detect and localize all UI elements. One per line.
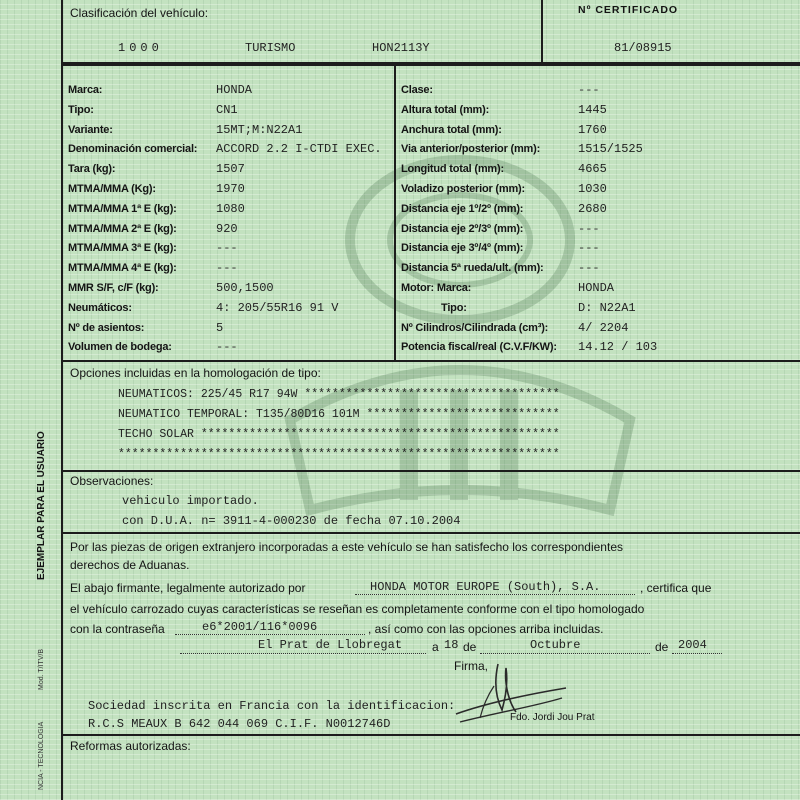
opcion-line: ****************************************************************	[118, 448, 560, 461]
left-field-label: Volumen de bodega:	[68, 341, 172, 354]
right-field-label: Anchura total (mm):	[401, 123, 502, 136]
left-field-value: ---	[216, 340, 238, 355]
right-field-label: Clase:	[401, 84, 433, 96]
clasificacion-homologacion: HON2113Y	[372, 41, 430, 55]
left-field-label: Denominación comercial:	[68, 143, 198, 156]
right-field-label: Potencia fiscal/real (C.V.F/KW):	[401, 341, 557, 354]
right-field-label: Via anterior/posterior (mm):	[401, 143, 541, 156]
left-field-value: CN1	[216, 102, 238, 117]
left-field-value: 1507	[216, 162, 245, 177]
reformas-label: Reformas autorizadas:	[70, 739, 191, 753]
left-field-label: Neumáticos:	[68, 301, 132, 314]
right-field-value: 4/ 2204	[578, 320, 629, 335]
contrasena-label: con la contraseña	[70, 622, 165, 636]
right-field-label: Longitud total (mm):	[401, 163, 504, 176]
left-field-value: ACCORD 2.2 I-CTDI EXEC.	[216, 142, 382, 157]
right-field-label: Motor: Marca:	[401, 282, 472, 294]
empresa-autorizante: HONDA MOTOR EUROPE (South), S.A.	[370, 580, 601, 594]
opcion-line: NEUMATICO TEMPORAL: T135/80D16 101M ****************************	[118, 408, 560, 421]
piezas-text: Por las piezas de origen extranjero incorporadas a este vehículo se han satisfecho los correspondientes	[70, 540, 623, 554]
fecha-a: a	[432, 640, 439, 654]
fecha-anio: 2004	[678, 638, 707, 652]
left-field-value: HONDA	[216, 83, 253, 97]
right-field-value: 2680	[578, 201, 607, 216]
right-field-value: 1760	[578, 122, 607, 137]
right-field-value: ---	[578, 261, 600, 276]
opciones-label: Opciones incluidas en la homologación de tipo:	[70, 366, 321, 380]
clasificacion-codigo: 1000	[118, 41, 163, 55]
firma-label: Firma,	[454, 659, 488, 673]
left-field-value: 5	[216, 320, 224, 335]
right-field-value: 4665	[578, 162, 607, 177]
left-field-label: MMR S/F, c/F (kg):	[68, 282, 159, 294]
sociedad-texto: Sociedad inscrita en Francia con la identificacion:	[88, 699, 456, 713]
right-field-label: Distancia eje 3º/4º (mm):	[401, 242, 524, 255]
left-field-label: MTMA/MMA 3ª E (kg):	[68, 242, 177, 255]
left-field-value: 1080	[216, 201, 245, 216]
contrasena-text: , así como con las opciones arriba incluidas.	[368, 622, 604, 636]
fecha-de: de	[655, 640, 669, 654]
right-field-label: Distancia eje 1º/2º (mm):	[401, 202, 524, 215]
observaciones-label: Observaciones:	[70, 474, 154, 488]
left-field-value: 1970	[216, 182, 245, 196]
right-field-value: HONDA	[578, 281, 615, 295]
sociedad-rcs: R.C.S MEAUX B 642 044 069 C.I.F. N0012746D	[88, 717, 391, 731]
observaciones-line: vehiculo importado.	[122, 494, 259, 508]
left-field-label: MTMA/MMA 4ª E (kg):	[68, 262, 177, 275]
clasificacion-label: Clasificación del vehículo:	[70, 6, 209, 20]
fecha-dia: 18	[444, 638, 459, 652]
fecha-de: de	[463, 640, 477, 654]
left-field-value: 500,1500	[216, 281, 274, 295]
right-field-value: ---	[578, 241, 600, 256]
right-field-label: Voladizo posterior (mm):	[401, 183, 525, 195]
right-field-value: 1445	[578, 102, 607, 117]
right-field-value: ---	[578, 83, 600, 97]
left-field-value: 15MT;M:N22A1	[216, 122, 303, 137]
imprenta-margin-label: NCIA - TECNOLOGIA	[38, 721, 45, 790]
opcion-line: NEUMATICOS: 225/45 R17 94W *************************************	[118, 388, 560, 401]
fecha-mes: Octubre	[530, 638, 581, 652]
right-field-value: 1515/1525	[578, 142, 643, 157]
left-field-value: 920	[216, 221, 238, 236]
right-field-label: Nº Cilindros/Cilindrada (cm³):	[401, 321, 549, 334]
left-field-label: MTMA/MMA 1ª E (kg):	[68, 202, 177, 215]
left-field-label: Tipo:	[68, 103, 94, 116]
left-field-label: MTMA/MMA (Kg):	[68, 183, 156, 195]
right-field-label: Altura total (mm):	[401, 103, 490, 116]
left-field-label: MTMA/MMA 2ª E (kg):	[68, 222, 177, 235]
firmante-text: , certifica que	[640, 581, 712, 595]
left-field-label: Variante:	[68, 123, 113, 136]
piezas-text: derechos de Aduanas.	[70, 558, 190, 572]
right-field-label: Distancia 5ª rueda/ult. (mm):	[401, 262, 544, 275]
certificado-label: Nº CERTIFICADO	[578, 4, 679, 16]
left-field-label: Nº de asientos:	[68, 321, 145, 334]
right-field-label: Distancia eje 2º/3º (mm):	[401, 222, 524, 235]
left-field-value: ---	[216, 261, 238, 276]
right-field-value: ---	[578, 221, 600, 236]
right-field-label: Tipo:	[441, 301, 467, 314]
certificado-numero: 81/08915	[614, 41, 672, 55]
contrasena-valor: e6*2001/116*0096	[202, 620, 318, 634]
right-field-value: D: N22A1	[578, 300, 636, 315]
right-field-value: 1030	[578, 182, 607, 196]
left-field-label: Tara (kg):	[68, 163, 116, 176]
opcion-line: TECHO SOLAR ****************************************************	[118, 428, 560, 441]
ejemplar-margin-label: EJEMPLAR PARA EL USUARIO	[36, 431, 47, 580]
clasificacion-categoria: TURISMO	[245, 41, 296, 55]
conforme-text: el vehículo carrozado cuyas características se reseñan es completamente conforme con el tipo homologado	[70, 602, 645, 616]
modelo-margin-label: Mod. T/ITV/B	[38, 648, 45, 690]
left-field-value: ---	[216, 241, 238, 256]
lugar: El Prat de Llobregat	[258, 638, 403, 652]
left-field-value: 4: 205/55R16 91 V	[216, 300, 339, 315]
observaciones-line: con D.U.A. n= 3911-4-000230 de fecha 07.10.2004	[122, 514, 461, 528]
firmante-text: El abajo firmante, legalmente autorizado por	[70, 581, 306, 595]
firmante-nombre: Fdo. Jordi Jou Prat	[510, 712, 595, 723]
left-field-label: Marca:	[68, 84, 103, 96]
right-field-value: 14.12 / 103	[578, 340, 658, 355]
